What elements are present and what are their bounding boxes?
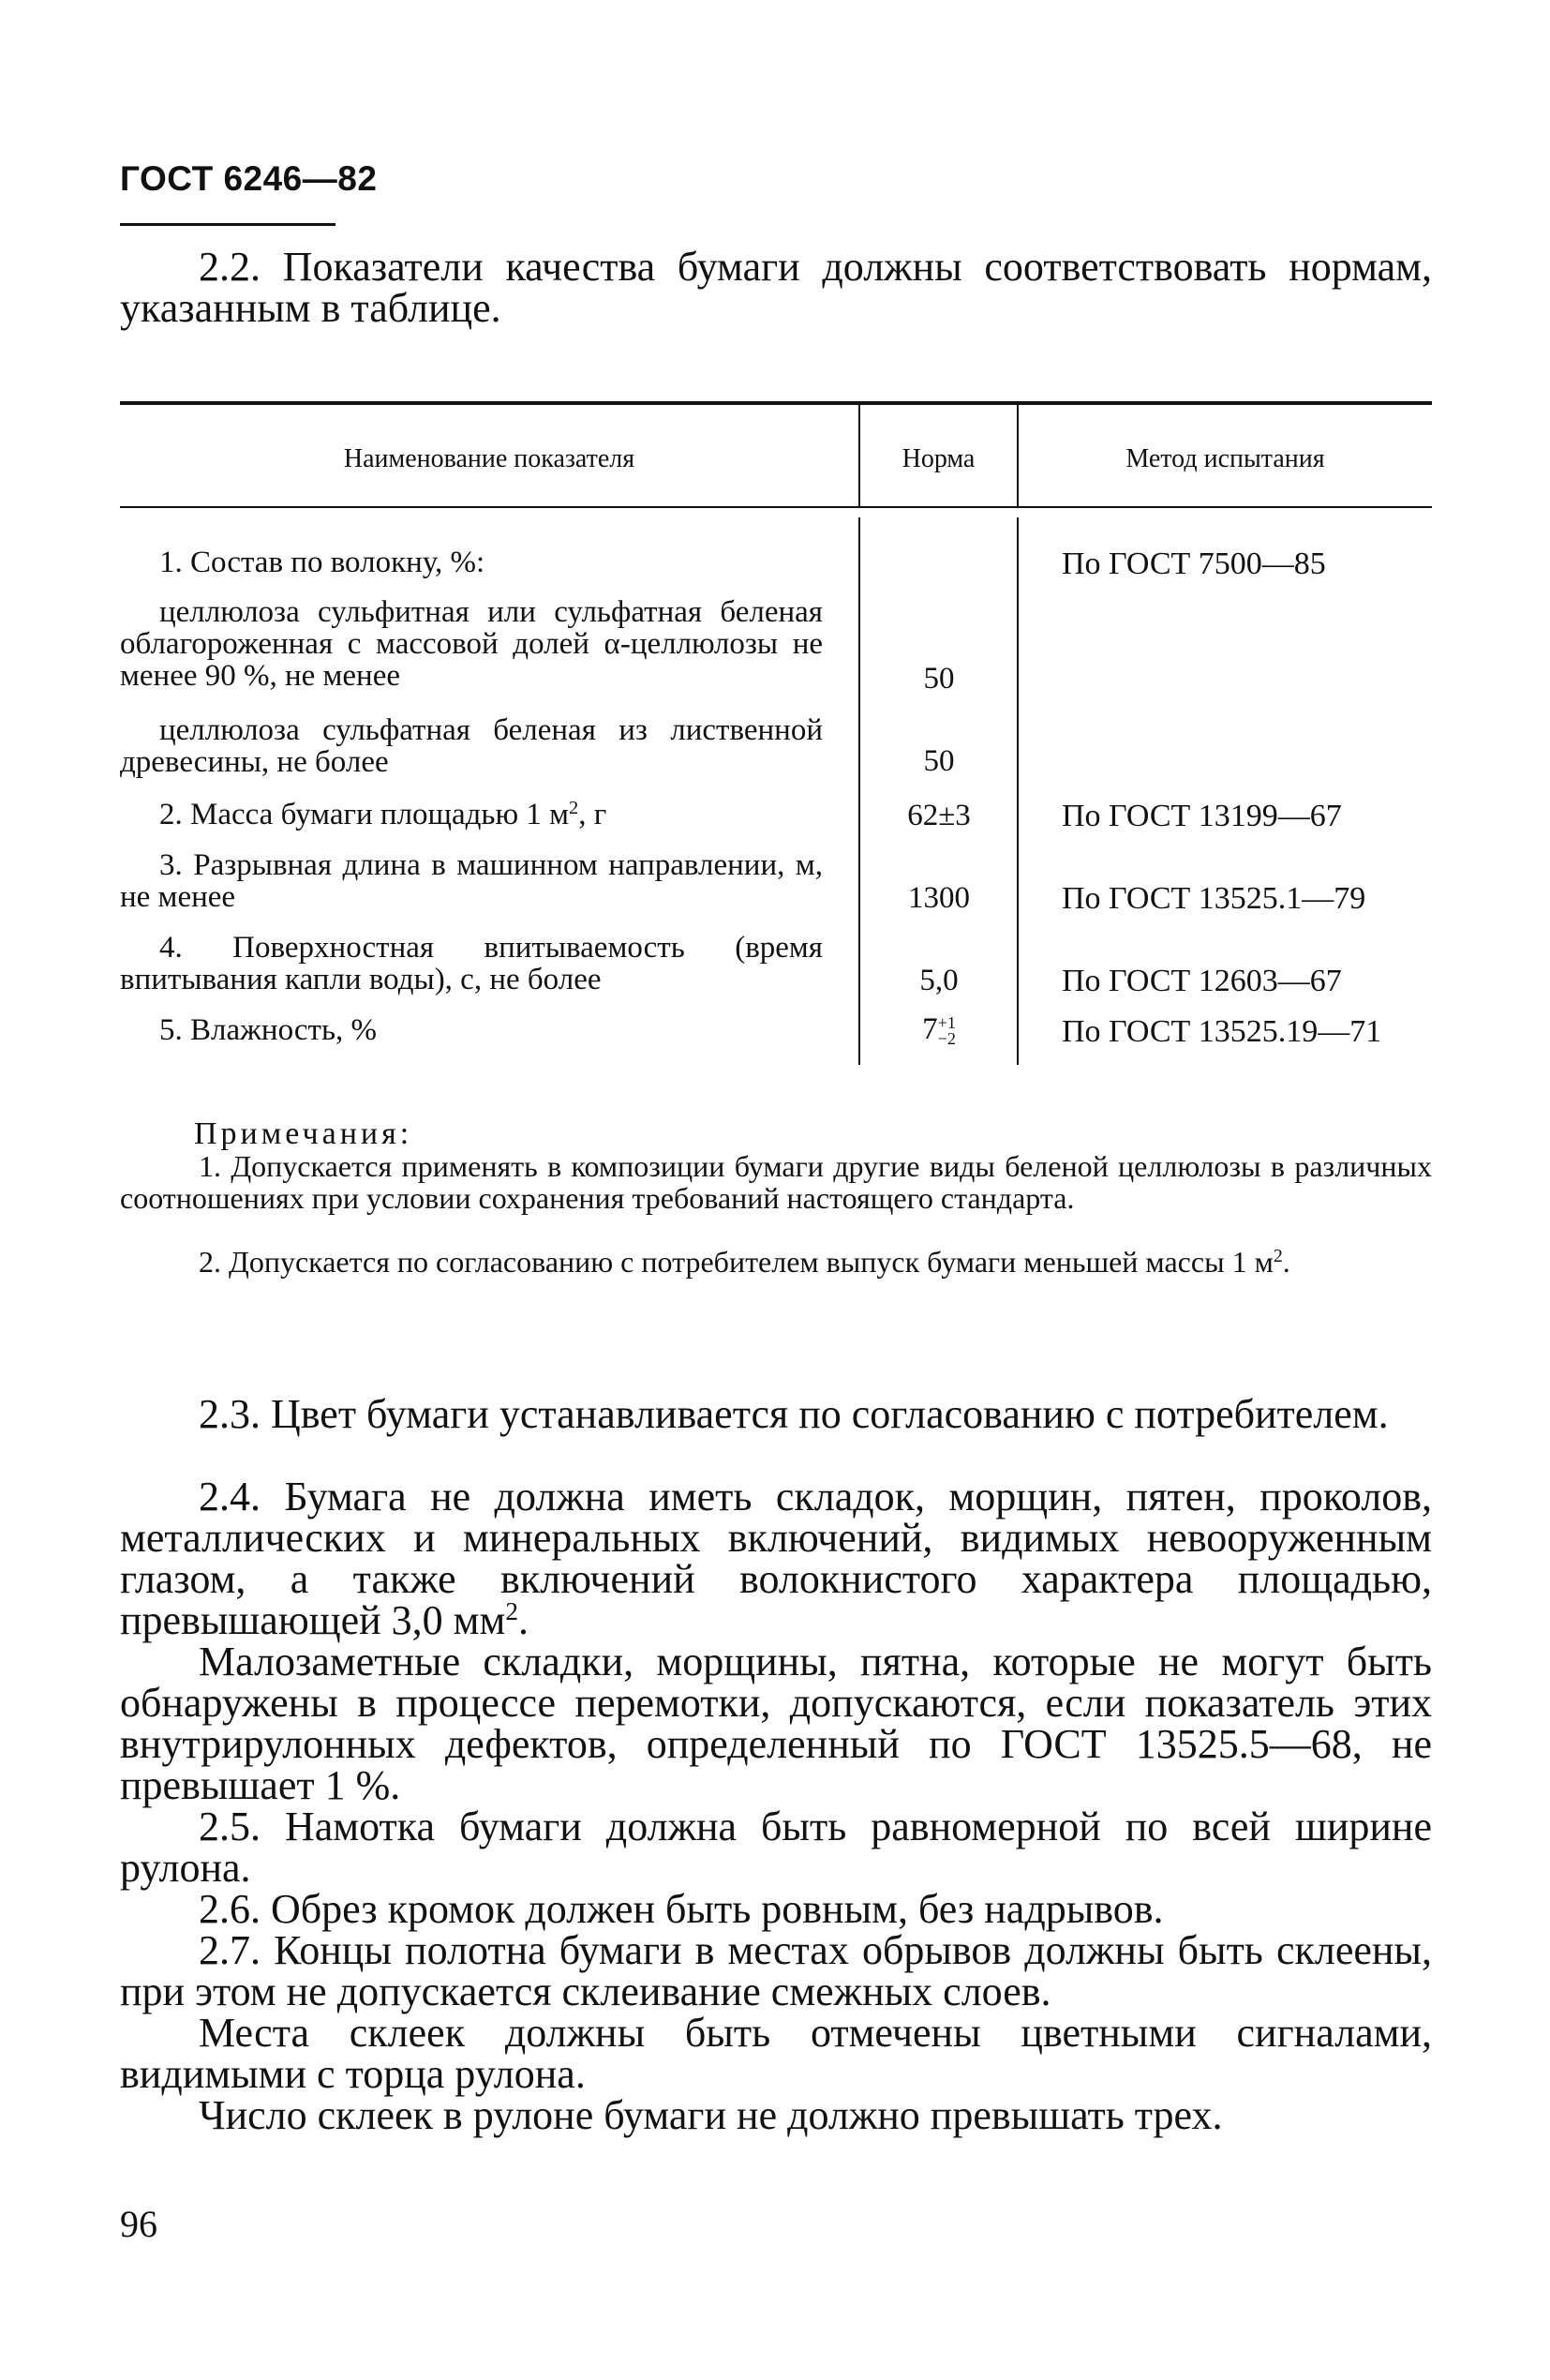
header-rule <box>120 223 335 226</box>
notes-title: Примечания: <box>194 1116 413 1151</box>
table-top-rule <box>120 401 1432 405</box>
row-1b-name: целлюлоза сульфатная беленая из лиственной древесины, не более <box>120 713 823 779</box>
row-2-method: По ГОСТ 13199—67 <box>1062 799 1342 833</box>
col-header-name: Наименование показателя <box>343 444 635 473</box>
clause-2-7: 2.7. Концы полотна бумаги в местах обрывов должны быть склеены, при этом не допускается склеивание смежных слоев. <box>120 1927 1432 2014</box>
row-2-name: 2. Масса бумаги площадью 1 $м^2$, г <box>159 797 607 831</box>
document-header: ГОСТ 6246—82 <box>120 159 378 198</box>
col-header-norm: Норма <box>902 444 976 473</box>
clause-2-7-marks: Места склеек должны быть отмечены цветными сигналами, видимыми с торца рулона. <box>120 2010 1432 2097</box>
table-header-rule <box>120 506 1432 508</box>
row-5-name: 5. Влажность, % <box>159 1013 378 1047</box>
row-1a-name: целлюлоза сульфитная или сульфатная беленая облагороженная с массовой долей α-целлюлозы не менее 90 %, не менее <box>120 595 823 693</box>
row-1-name: 1. Состав по волокну, %: <box>159 546 485 579</box>
row-5-method: По ГОСТ 13525.19—71 <box>1062 1014 1382 1049</box>
row-1b-norm: 50 <box>923 744 955 778</box>
row-1a-norm: 50 <box>923 662 955 696</box>
clause-2-4-continued: Малозаметные складки, морщины, пятна, которые не могут быть обнаружены в процессе перемотки, допускаются, если показатель этих внутрирулонных дефектов, определенный по ГОСТ 13525.5—68, не превышает 1 %. <box>120 1639 1432 1808</box>
note-1: 1. Допускается применять в композиции бумаги другие виды беленой целлюлозы в различных соотношениях при условии сохранения требований настоящего стандарта. <box>120 1149 1432 1215</box>
row-4-name: 4. Поверхностная впитываемость (время впитывания капли воды), с, не более <box>120 931 823 996</box>
clause-2-2: 2.2. Показатели качества бумаги должны соответствовать нормам, указанным в таблице. <box>120 244 1432 331</box>
row-1-method: По ГОСТ 7500—85 <box>1062 546 1326 581</box>
row-4-norm: 5,0 <box>919 964 959 997</box>
row-2-norm: 62±3 <box>907 799 971 832</box>
clause-2-7-count: Число склеек в рулоне бумаги не должно превышать трех. <box>199 2092 1223 2138</box>
col-header-method: Метод испытания <box>1125 444 1325 473</box>
row-3-name: 3. Разрывная длина в машинном направлении, м, не менее <box>120 848 823 914</box>
clause-2-6: 2.6. Обрез кромок должен быть ровным, без надрывов. <box>199 1886 1164 1932</box>
row-3-norm: 1300 <box>908 881 970 915</box>
row-5-norm: 7+1 −2 <box>922 1012 956 1049</box>
clause-2-3: 2.3. Цвет бумаги устанавливается по согласованию с потребителем. <box>199 1391 1389 1437</box>
row-3-method: По ГОСТ 13525.1—79 <box>1062 881 1366 916</box>
row-4-method: По ГОСТ 12603—67 <box>1062 964 1342 998</box>
note-2: 2. Допускается по согласованию с потребителем выпуск бумаги меньшей массы 1 $м^2$. <box>199 1245 1290 1279</box>
clause-2-4: 2.4. Бумага не должна иметь складок, морщин, пятен, проколов, металлических и минеральных включений, видимых невооруженным глазом, а также включений волокнистого характера площадью, превышающей 3,0 $мм^2$. <box>120 1474 1432 1643</box>
page-number: 96 <box>120 2203 157 2245</box>
clause-2-5: 2.5. Намотка бумаги должна быть равномерной по всей ширине рулона. <box>120 1804 1432 1891</box>
